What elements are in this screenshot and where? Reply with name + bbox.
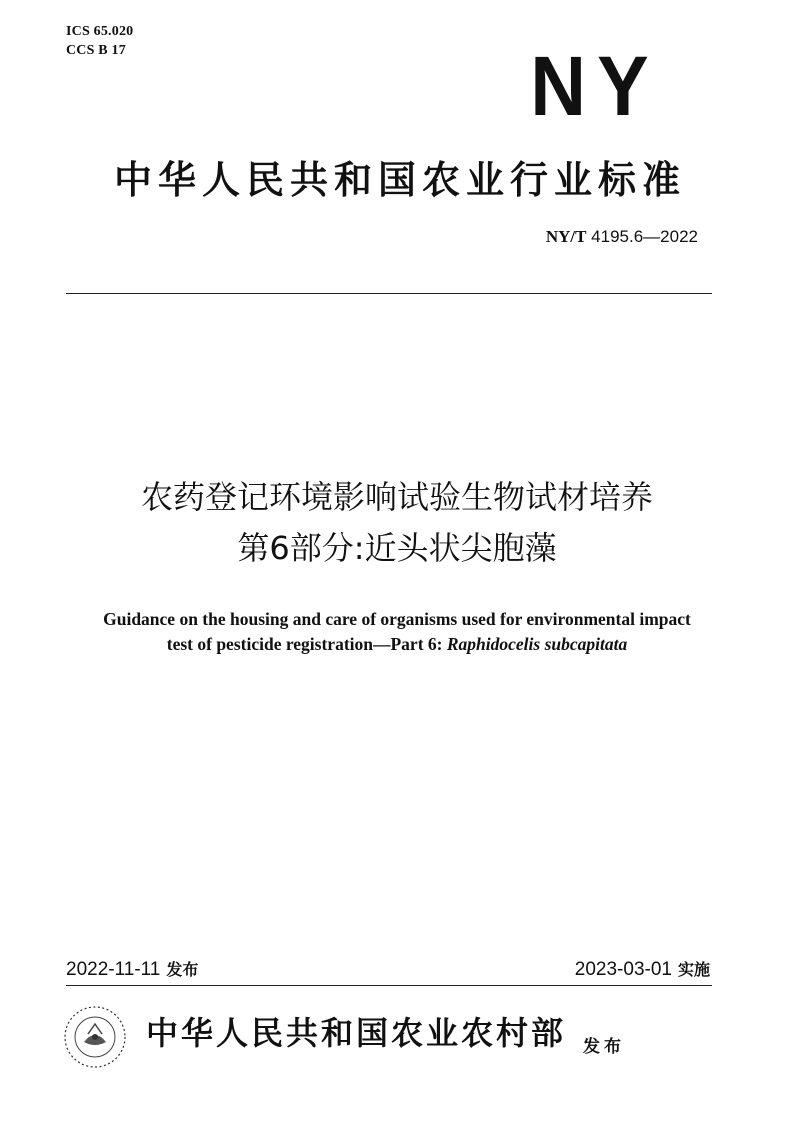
species-name: Raphidocelis subcapitata	[446, 634, 628, 654]
english-title-line-1: Guidance on the housing and care of organisms used for environmental impact	[103, 609, 691, 629]
ministry-seal-icon	[62, 1004, 128, 1070]
ics-code: ICS 65.020	[66, 24, 134, 39]
issue-date-block	[66, 957, 198, 981]
implement-date: 2023-03-01	[574, 959, 672, 980]
standard-number	[546, 227, 698, 247]
issue-date: 2022-11-11	[66, 959, 161, 980]
ccs-code: CCS B 17	[66, 43, 126, 58]
english-title-line-2	[40, 632, 754, 657]
issuing-ministry: 中华人民共和国农业农村部	[146, 1014, 567, 1052]
issue-label: 发布	[166, 960, 199, 979]
chinese-title-line-1: 农药登记环境影响试验生物试材培养	[140, 478, 653, 516]
standard-number-value: 4195.6—2022	[591, 227, 698, 246]
english-title	[40, 607, 754, 657]
chinese-title-line-2: 第6部分:近头状尖胞藻	[237, 529, 557, 567]
implement-date-block	[575, 957, 710, 981]
standard-type-title: 中华人民共和国农业行业标准	[113, 158, 686, 202]
standard-number-prefix: NY/T	[545, 227, 587, 246]
standard-mark: NY	[530, 39, 660, 133]
english-title-plain: test of pesticide registration—Part 6:	[166, 634, 447, 654]
publish-label: 发布	[583, 1037, 625, 1057]
bottom-divider	[66, 985, 712, 986]
top-divider	[66, 293, 712, 294]
implement-label: 实施	[677, 960, 710, 979]
